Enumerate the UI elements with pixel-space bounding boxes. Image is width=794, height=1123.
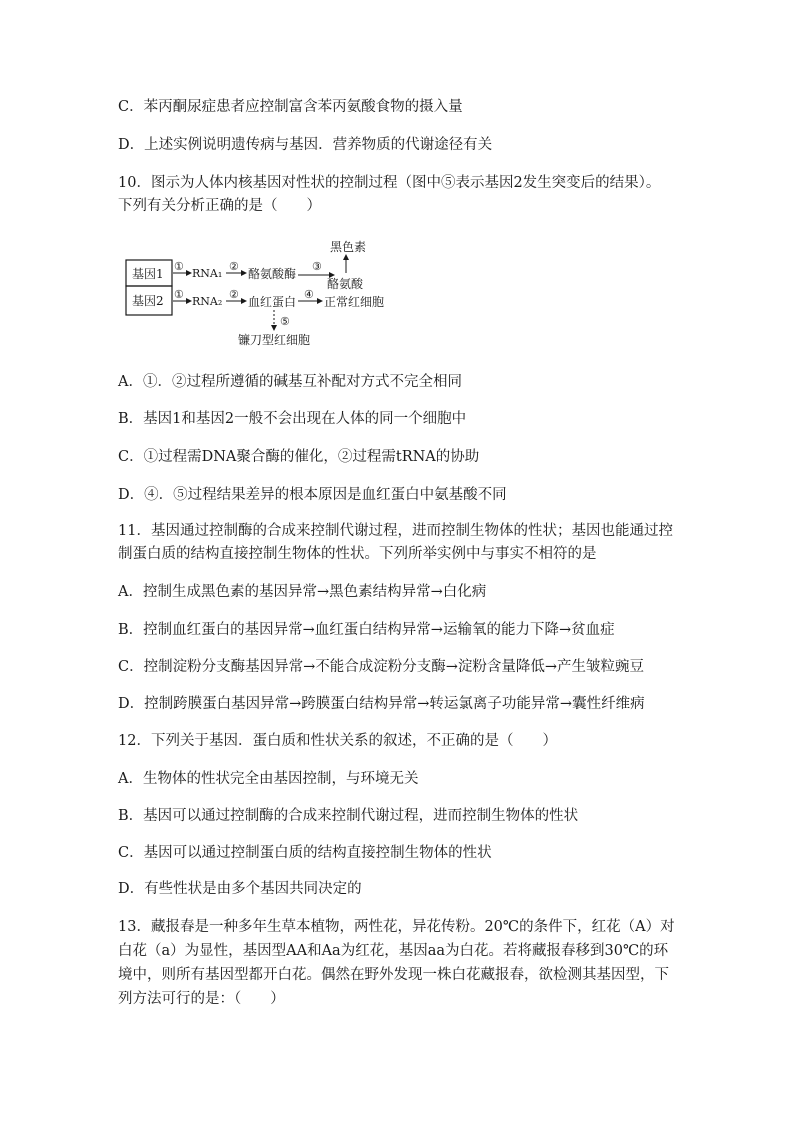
- q11-option-b: B．控制血红蛋白的基因异常→血红蛋白结构异常→运输氧的能力下降→贫血症: [118, 622, 615, 638]
- gene1-label: 基因1: [132, 267, 164, 281]
- q10-option-a: A．①．②过程所遵循的碱基互补配对方式不完全相同: [118, 374, 462, 390]
- gene-expression-diagram: [118, 238, 418, 348]
- enzyme-label: 酪氨酸酶: [248, 267, 297, 281]
- q13-stem-line4: 列方法可行的是：（ ）: [118, 991, 285, 1007]
- q11-option-c: C．控制淀粉分支酶基因异常→不能合成淀粉分支酶→淀粉含量降低→产生皱粒豌豆: [118, 659, 645, 675]
- q12-stem: 12．下列关于基因．蛋白质和性状关系的叙述，不正确的是（ ）: [118, 733, 557, 749]
- q11-option-a: A．控制生成黑色素的基因异常→黑色素结构异常→白化病: [118, 584, 487, 600]
- row1-step1-label: ①: [174, 260, 184, 273]
- q11-stem-line2: 制蛋白质的结构直接控制生物体的性状。下列所举实例中与事实不相符的是: [118, 546, 597, 562]
- rna2-label: RNA₂: [192, 295, 223, 308]
- step5-label: ⑤: [280, 315, 290, 328]
- q12-option-d: D．有些性状是由多个基因共同决定的: [118, 881, 362, 897]
- q10-option-d: D．④．⑤过程结果差异的根本原因是血红蛋白中氨基酸不同: [118, 487, 507, 503]
- rna1-label: RNA₁: [192, 267, 223, 280]
- q12-option-a: A．生物体的性状完全由基因控制，与环境无关: [118, 771, 419, 787]
- row1-step2-label: ②: [229, 260, 239, 273]
- q13-stem-line1: 13．藏报春是一种多年生草本植物，两性花，异花传粉。20℃的条件下，红花（A）对: [118, 919, 675, 935]
- q13-stem-line2: 白花（a）为显性，基因型AA和Aa为红花，基因aa为白花。若将藏报春移到30℃的环: [118, 943, 669, 959]
- row1-step3-label: ③: [312, 260, 322, 273]
- q10-option-c: C．①过程需DNA聚合酶的催化，②过程需tRNA的协助: [118, 449, 480, 465]
- melanin-label: 黑色素: [330, 240, 367, 254]
- q11-option-d: D．控制跨膜蛋白基因异常→跨膜蛋白结构异常→转运氯离子功能异常→囊性纤维病: [118, 696, 645, 712]
- q12-option-c: C．基因可以通过控制蛋白质的结构直接控制生物体的性状: [118, 845, 492, 861]
- gene2-label: 基因2: [132, 294, 164, 308]
- row2-step2-label: ②: [229, 288, 239, 301]
- q12-option-b: B．基因可以通过控制酶的合成来控制代谢过程，进而控制生物体的性状: [118, 808, 579, 824]
- q13-stem-line3: 境中，则所有基因型都开白花。偶然在野外发现一株白花藏报春，欲检测其基因型，下: [118, 967, 669, 983]
- q9-option-c: C．苯丙酮尿症患者应控制富含苯丙氨酸食物的摄入量: [118, 99, 463, 115]
- normal-rbc-label: 正常红细胞: [324, 295, 385, 309]
- q11-stem-line1: 11．基因通过控制酶的合成来控制代谢过程，进而控制生物体的性状；基因也能通过控: [118, 523, 673, 539]
- q10-stem-line1: 10．图示为人体内核基因对性状的控制过程（图中⑤表示基因2发生突变后的结果）。: [118, 175, 661, 191]
- row2-step1-label: ①: [174, 288, 184, 301]
- tyrosine-label: 酪氨酸: [327, 277, 364, 291]
- q9-option-d: D．上述实例说明遗传病与基因．营养物质的代谢途径有关: [118, 137, 493, 153]
- q10-stem-line2: 下列有关分析正确的是（ ）: [118, 198, 321, 214]
- q10-option-b: B．基因1和基因2一般不会出现在人体的同一个细胞中: [118, 411, 467, 427]
- sickle-rbc-label: 镰刀型红细胞: [238, 333, 311, 347]
- row2-step4-label: ④: [304, 288, 314, 301]
- hemoglobin-label: 血红蛋白: [248, 295, 297, 309]
